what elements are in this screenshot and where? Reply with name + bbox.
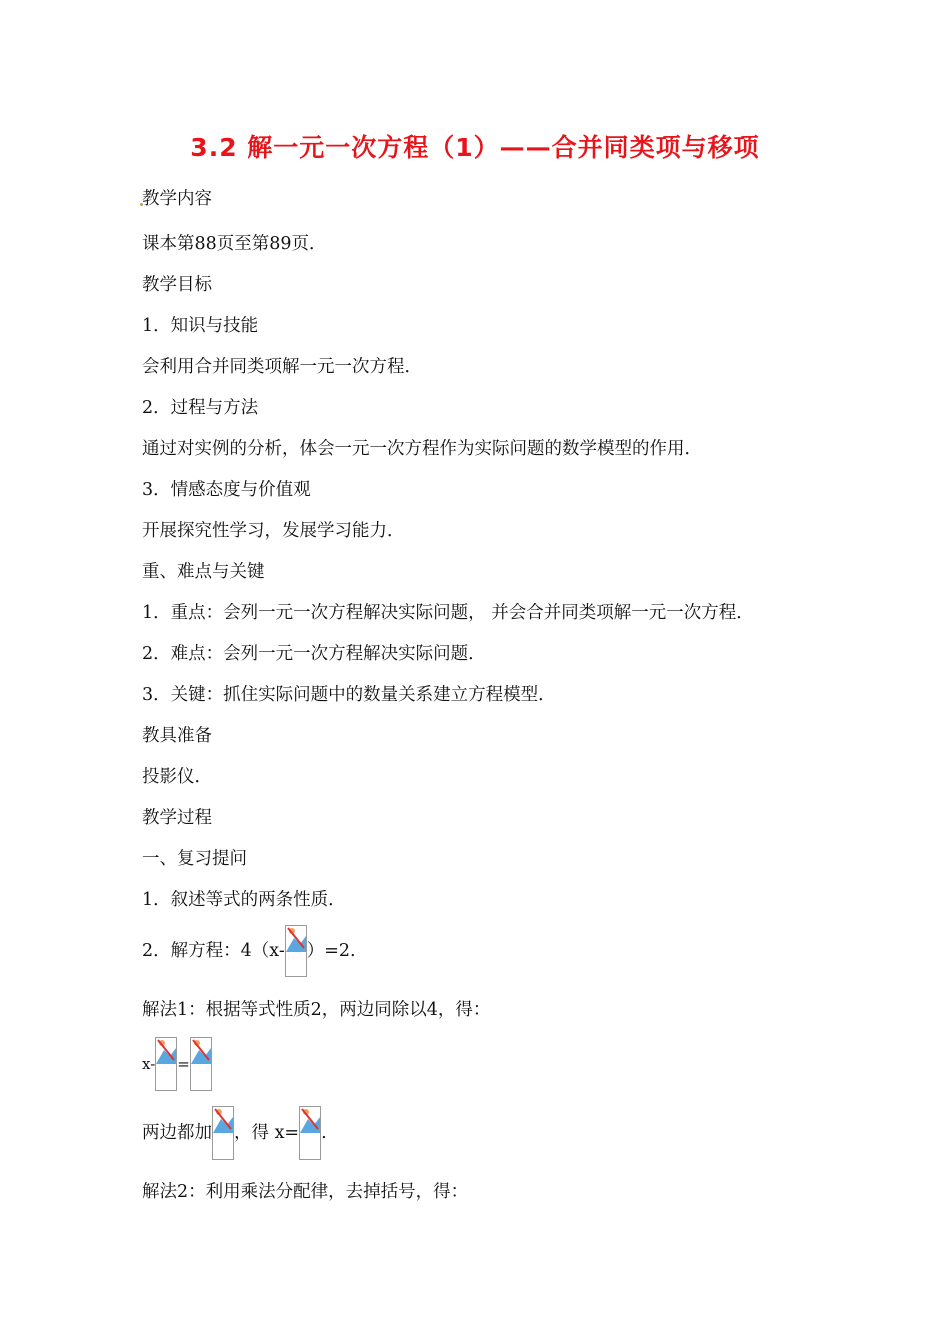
section-heading: 教学内容 xyxy=(142,189,212,209)
paragraph: 投影仪． xyxy=(142,767,212,787)
equation-text: 两边都加 xyxy=(142,1122,212,1143)
paragraph: 会利用合并同类项解一元一次方程． xyxy=(142,357,422,377)
broken-image-icon xyxy=(155,1037,177,1091)
document-title: 3.2 解一元一次方程（1）——合并同类项与移项 xyxy=(190,133,760,162)
paragraph: 1．叙述等式的两条性质． xyxy=(142,890,346,910)
equation-text: ，得 x= xyxy=(234,1122,300,1143)
paragraph: 解法2：利用乘法分配律，去掉括号，得： xyxy=(142,1182,469,1202)
paragraph: 3．关键：抓住实际问题中的数量关系建立方程模型． xyxy=(142,685,556,705)
broken-image-icon xyxy=(190,1037,212,1091)
equation-text: = xyxy=(177,1055,190,1073)
equation-line xyxy=(142,924,356,977)
paragraph: 开展探究性学习，发展学习能力． xyxy=(142,521,405,541)
subheading: 2．过程与方法 xyxy=(142,398,259,418)
equation-line xyxy=(142,1105,327,1160)
paragraph: 课本第88页至第89页． xyxy=(142,234,327,254)
paragraph: 1．重点：会列一元一次方程解决实际问题， 并会合并同类项解一元一次方程． xyxy=(142,603,754,623)
paragraph: 2．难点：会列一元一次方程解决实际问题． xyxy=(142,644,486,664)
paragraph: 通过对实例的分析，体会一元一次方程作为实际问题的数学模型的作用． xyxy=(142,439,702,459)
equation-text: . xyxy=(321,1122,327,1143)
section-heading: 教学目标 xyxy=(142,275,212,295)
section-heading: 教学过程 xyxy=(142,808,212,828)
subheading: 3．情感态度与价值观 xyxy=(142,480,311,500)
section-heading: 教具准备 xyxy=(142,726,212,746)
subheading: 一、复习提问 xyxy=(142,849,247,869)
section-heading: 重、难点与关键 xyxy=(142,562,265,582)
equation-text: x- xyxy=(142,1055,156,1073)
broken-image-icon xyxy=(212,1106,234,1160)
equation-line xyxy=(142,1036,212,1091)
equation-text: ）=2. xyxy=(306,940,356,961)
equation-text: 2．解方程：4（x- xyxy=(142,940,285,961)
broken-image-icon xyxy=(285,925,307,977)
paragraph: 解法1：根据等式性质2，两边同除以4，得： xyxy=(142,1000,491,1020)
broken-image-icon xyxy=(299,1106,321,1160)
subheading: 1．知识与技能 xyxy=(142,316,259,336)
